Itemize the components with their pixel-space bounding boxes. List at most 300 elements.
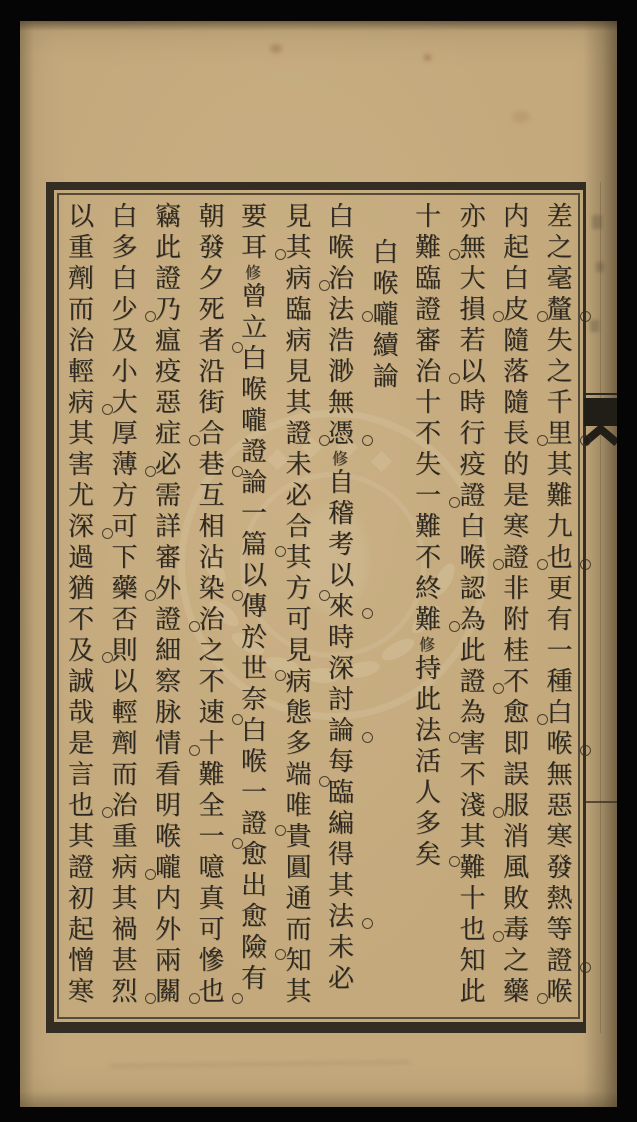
text-char: 見	[281, 357, 311, 383]
ink-bleed-mark	[592, 215, 602, 229]
text-column	[187, 202, 231, 1016]
text-char: 白	[107, 202, 137, 228]
text-char: 不	[455, 760, 485, 786]
text-char: 論	[316, 716, 360, 742]
text-column	[317, 202, 361, 1016]
text-char: 嚨	[150, 853, 181, 879]
text-char: 活	[410, 747, 441, 773]
text-char: 猶	[63, 574, 94, 600]
text-char: 隨	[498, 388, 529, 414]
text-char: 認	[455, 574, 485, 600]
text-char: 沿	[194, 357, 224, 383]
text-char: 即	[498, 729, 529, 755]
text-char: 治	[403, 357, 447, 383]
text-char: 等	[542, 915, 572, 941]
text-char: 禍	[107, 915, 137, 941]
text-char: 發	[194, 233, 224, 259]
text-char: 寒	[542, 822, 572, 848]
text-char: 有	[236, 964, 267, 990]
text-char: 以	[63, 202, 94, 228]
text-char: 噫	[194, 853, 224, 879]
text-char: 寒	[498, 512, 529, 538]
text-char: 必	[150, 450, 181, 476]
text-char: 考	[323, 530, 354, 556]
text-char: 以	[455, 357, 485, 383]
text-char: 論	[236, 468, 267, 494]
text-column	[100, 202, 144, 1016]
text-char: 矣	[403, 840, 447, 866]
text-char: 之	[542, 233, 572, 259]
text-char: 編	[323, 809, 354, 835]
text-char: 病	[274, 264, 318, 290]
text-char: 終	[410, 574, 441, 600]
text-char: 白	[107, 264, 137, 290]
text-char: 喉	[150, 822, 181, 848]
small-annotation-char: 修	[416, 636, 436, 652]
text-char: 浩	[323, 326, 354, 352]
text-char: 白	[368, 238, 398, 264]
text-char: 也	[535, 543, 579, 569]
text-column	[56, 202, 100, 1016]
text-char: 自	[323, 468, 354, 494]
text-char: 無	[455, 233, 485, 259]
text-char: 治	[107, 791, 137, 817]
text-char: 臨	[281, 295, 311, 321]
text-char: 症	[143, 419, 187, 445]
text-char: 竊	[150, 202, 181, 228]
text-char: 其	[63, 822, 94, 848]
spine-strip	[586, 182, 617, 1033]
text-char: 落	[498, 357, 529, 383]
text-char: 若	[455, 326, 485, 352]
text-char: 稽	[323, 499, 354, 525]
text-char: 白	[236, 716, 267, 742]
text-char: 沾	[194, 543, 224, 569]
text-char: 證	[274, 419, 318, 445]
text-char: 此	[410, 685, 441, 711]
text-char: 以	[107, 667, 137, 693]
text-char: 傳	[236, 592, 267, 618]
text-char: 千	[542, 388, 572, 414]
text-char: 速	[187, 698, 231, 724]
text-char: 難	[455, 853, 485, 879]
text-char: 兩	[150, 946, 181, 972]
text-column	[404, 202, 448, 1016]
text-char: 差	[542, 202, 572, 228]
text-char: 誤	[498, 760, 529, 786]
text-char: 其	[281, 388, 311, 414]
text-char: 續	[368, 331, 398, 357]
text-char: 及	[56, 636, 100, 662]
text-char: 白	[498, 264, 529, 290]
text-char: 耳	[229, 233, 273, 259]
text-char: 持	[410, 654, 441, 680]
text-char: 得	[323, 840, 354, 866]
text-char: 證	[491, 543, 535, 569]
text-char: 真	[194, 884, 224, 910]
text-char: 其	[63, 419, 94, 445]
text-char: 輕	[107, 698, 137, 724]
text-char: 十	[410, 388, 441, 414]
text-char: 也	[187, 977, 231, 1003]
text-char: 染	[187, 574, 231, 600]
text-char: 非	[498, 574, 529, 600]
text-char: 慘	[194, 946, 224, 972]
text-char: 證	[410, 295, 441, 321]
text-char: 證	[448, 667, 492, 693]
text-char: 病	[56, 388, 100, 414]
spine-crease	[600, 182, 601, 1033]
text-char: 熱	[542, 884, 572, 910]
text-char: 多	[410, 809, 441, 835]
small-annotation-char: 修	[242, 264, 262, 280]
ink-bleed-mark	[590, 320, 599, 332]
text-char: 其	[281, 233, 311, 259]
text-char: 互	[194, 481, 224, 507]
text-char: 種	[542, 667, 572, 693]
text-char: 多	[107, 233, 137, 259]
text-char: 而	[63, 295, 94, 321]
text-char: 必	[323, 964, 354, 990]
text-char: 而	[281, 915, 311, 941]
text-char: 一	[542, 636, 572, 662]
text-char: 憎	[63, 946, 94, 972]
paper-stain	[512, 111, 530, 123]
text-char: 明	[150, 791, 181, 817]
text-char: 毫	[542, 264, 572, 290]
text-char: 死	[194, 295, 224, 321]
text-char: 渺	[323, 357, 354, 383]
text-char: 發	[542, 853, 572, 879]
text-char: 淺	[448, 791, 492, 817]
text-char: 十	[194, 729, 224, 755]
text-char: 損	[448, 295, 492, 321]
text-char: 害	[63, 450, 94, 476]
text-char: 看	[150, 760, 181, 786]
text-char: 喉	[542, 977, 572, 1003]
text-char: 端	[274, 760, 318, 786]
text-char: 尤	[63, 481, 94, 507]
text-char: 喉	[535, 729, 579, 755]
text-char: 論	[368, 362, 398, 388]
text-char: 曾	[236, 282, 267, 308]
text-char: 證	[535, 946, 579, 972]
text-char: 夕	[194, 264, 224, 290]
text-char: 愈	[491, 698, 535, 724]
text-char: 長	[491, 419, 535, 445]
text-char: 其	[455, 822, 485, 848]
text-char: 嚨	[368, 300, 398, 326]
text-char: 治	[194, 605, 224, 631]
text-char: 十	[455, 884, 485, 910]
text-char: 失	[410, 450, 441, 476]
text-char: 時	[323, 623, 354, 649]
text-block	[56, 202, 578, 1016]
text-char: 喉	[323, 233, 354, 259]
text-char: 毒	[498, 915, 529, 941]
text-char: 態	[281, 698, 311, 724]
text-char: 脉	[150, 698, 181, 724]
text-char: 寒	[63, 977, 94, 1003]
text-char: 討	[323, 685, 354, 711]
text-char: 乃	[150, 295, 181, 321]
text-char: 要	[236, 202, 267, 228]
text-char: 世	[229, 654, 273, 680]
text-char: 難	[410, 512, 441, 538]
text-char: 臨	[410, 264, 441, 290]
text-char: 重	[63, 233, 94, 259]
text-char: 消	[498, 822, 529, 848]
text-char: 惡	[542, 791, 572, 817]
text-char: 證	[236, 437, 267, 463]
text-char: 察	[150, 667, 181, 693]
text-char: 白	[542, 698, 572, 724]
text-char: 一	[187, 822, 231, 848]
text-char: 無	[542, 760, 572, 786]
paper-stain	[270, 44, 282, 53]
text-char: 巷	[187, 450, 231, 476]
text-char: 難	[194, 760, 224, 786]
text-char: 輕	[63, 357, 94, 383]
text-char: 愈	[236, 840, 267, 866]
text-char: 深	[323, 654, 354, 680]
text-char: 者	[187, 326, 231, 352]
fish-tail-rule	[584, 393, 617, 395]
text-char: 外	[150, 574, 181, 600]
paper-stain	[424, 54, 431, 61]
text-char: 難	[542, 481, 572, 507]
text-char: 十	[410, 202, 441, 228]
text-char: 重	[107, 822, 137, 848]
text-char: 瘟	[150, 326, 181, 352]
text-char: 附	[498, 605, 529, 631]
text-char: 方	[107, 481, 137, 507]
text-char: 相	[194, 512, 224, 538]
text-char: 大	[455, 264, 485, 290]
text-char: 可	[194, 915, 224, 941]
text-char: 一	[236, 499, 267, 525]
text-column	[491, 202, 535, 1016]
text-char: 未	[281, 450, 311, 476]
text-column	[230, 202, 274, 1016]
text-char: 害	[455, 729, 485, 755]
text-char: 薄	[100, 450, 144, 476]
text-char: 而	[107, 760, 137, 786]
text-char: 下	[107, 543, 137, 569]
text-char: 内	[150, 884, 181, 910]
text-char: 人	[410, 778, 441, 804]
text-char: 不	[63, 605, 94, 631]
text-char: 合	[281, 512, 311, 538]
text-char: 可	[281, 605, 311, 631]
text-char: 釐	[535, 295, 579, 321]
text-char: 喉	[236, 375, 267, 401]
text-char: 疫	[455, 450, 485, 476]
text-char: 甚	[107, 946, 137, 972]
text-char: 為	[455, 605, 485, 631]
text-char: 時	[455, 388, 485, 414]
text-char: 於	[236, 623, 267, 649]
text-char: 詳	[150, 512, 181, 538]
text-char: 關	[143, 977, 187, 1003]
text-char: 知	[281, 946, 311, 972]
text-char: 未	[323, 933, 354, 959]
text-char: 皮	[491, 295, 535, 321]
text-char: 白	[236, 344, 267, 370]
text-char: 更	[542, 574, 572, 600]
text-char: 審	[410, 326, 441, 352]
text-char: 劑	[107, 729, 137, 755]
text-char: 起	[63, 915, 94, 941]
text-char: 藥	[100, 574, 144, 600]
text-char: 厚	[107, 419, 137, 445]
text-char: 愈	[236, 902, 267, 928]
text-char: 白	[455, 512, 485, 538]
text-char: 有	[542, 605, 572, 631]
text-char: 治	[63, 326, 94, 352]
text-char: 亦	[455, 202, 485, 228]
text-char: 少	[100, 295, 144, 321]
text-char: 為	[455, 698, 485, 724]
text-char: 喉	[236, 747, 267, 773]
text-char: 其	[542, 450, 572, 476]
text-char: 奈	[236, 685, 267, 711]
text-char: 深	[56, 512, 100, 538]
text-column	[535, 202, 579, 1016]
text-char: 喉	[448, 543, 492, 569]
small-annotation-char: 修	[329, 450, 349, 466]
text-char: 言	[63, 760, 94, 786]
text-char: 證	[143, 605, 187, 631]
text-char: 知	[455, 946, 485, 972]
text-char: 則	[107, 636, 137, 662]
text-char: 貴	[281, 822, 311, 848]
text-char: 見	[281, 636, 311, 662]
spine-divider-rule	[586, 801, 617, 803]
text-char: 疫	[150, 357, 181, 383]
text-char: 過	[63, 543, 94, 569]
text-char: 見	[281, 202, 311, 228]
text-char: 九	[542, 512, 572, 538]
text-column	[143, 202, 187, 1016]
text-char: 起	[498, 233, 529, 259]
text-char: 誠	[63, 667, 94, 693]
text-char: 桂	[498, 636, 529, 662]
text-char: 哉	[63, 698, 94, 724]
text-char: 街	[194, 388, 224, 414]
text-char: 的	[498, 450, 529, 476]
text-char: 此	[150, 233, 181, 259]
text-char: 細	[150, 636, 181, 662]
text-char: 臨	[323, 778, 354, 804]
text-char: 情	[143, 729, 187, 755]
text-char: 方	[274, 574, 318, 600]
paper-crease	[110, 1061, 410, 1067]
text-char: 小	[107, 357, 137, 383]
text-char: 行	[455, 419, 485, 445]
text-char: 不	[410, 543, 441, 569]
text-char: 初	[63, 884, 94, 910]
text-char: 里	[535, 419, 579, 445]
text-char: 唯	[281, 791, 311, 817]
text-char: 其	[107, 884, 137, 910]
text-char: 證	[63, 853, 94, 879]
text-char: 也	[56, 791, 100, 817]
text-char: 大	[107, 388, 137, 414]
text-char: 法	[316, 295, 360, 321]
text-char: 之	[194, 636, 224, 662]
text-char: 服	[498, 791, 529, 817]
text-char: 劑	[63, 264, 94, 290]
text-char: 外	[150, 915, 181, 941]
text-char: 内	[498, 202, 529, 228]
text-char: 隨	[498, 326, 529, 352]
text-char: 惡	[150, 388, 181, 414]
text-char: 必	[281, 481, 311, 507]
text-char: 證	[455, 481, 485, 507]
text-char: 病	[100, 853, 144, 879]
text-char: 以	[236, 561, 267, 587]
text-char: 以	[323, 561, 354, 587]
text-char: 無	[323, 388, 354, 414]
text-char: 此	[455, 977, 485, 1003]
text-char: 多	[281, 729, 311, 755]
text-char: 治	[323, 264, 354, 290]
text-char: 篇	[229, 530, 273, 556]
text-char: 之	[542, 357, 572, 383]
text-char: 不	[194, 667, 224, 693]
text-char: 合	[194, 419, 224, 445]
text-char: 其	[281, 543, 311, 569]
text-char: 是	[498, 481, 529, 507]
text-char: 需	[150, 481, 181, 507]
text-char: 全	[194, 791, 224, 817]
text-char: 證	[150, 264, 181, 290]
text-char: 其	[323, 871, 354, 897]
text-char: 法	[316, 902, 360, 928]
text-char: 憑	[316, 419, 360, 445]
text-char: 喉	[368, 269, 398, 295]
text-char: 法	[403, 716, 447, 742]
text-char: 是	[63, 729, 94, 755]
text-char: 一	[236, 778, 267, 804]
text-char: 難	[403, 605, 447, 631]
text-char: 此	[455, 636, 485, 662]
fish-tail-block	[584, 398, 617, 426]
text-char: 白	[323, 202, 354, 228]
text-char: 嚨	[236, 406, 267, 432]
text-char: 難	[403, 233, 447, 259]
text-char: 審	[150, 543, 181, 569]
text-char: 病	[281, 326, 311, 352]
text-char: 烈	[100, 977, 144, 1003]
text-char: 立	[236, 313, 267, 339]
text-char: 圓	[281, 853, 311, 879]
text-char: 證	[229, 809, 273, 835]
text-char: 及	[107, 326, 137, 352]
ink-bleed-mark	[596, 262, 604, 272]
text-char: 失	[542, 326, 572, 352]
text-char: 不	[410, 419, 441, 445]
text-char: 否	[107, 605, 137, 631]
text-column	[274, 202, 318, 1016]
text-char: 通	[281, 884, 311, 910]
text-char: 可	[107, 512, 137, 538]
text-char: 風	[498, 853, 529, 879]
text-char: 來	[316, 592, 360, 618]
text-char: 敗	[498, 884, 529, 910]
text-char: 每	[323, 747, 354, 773]
